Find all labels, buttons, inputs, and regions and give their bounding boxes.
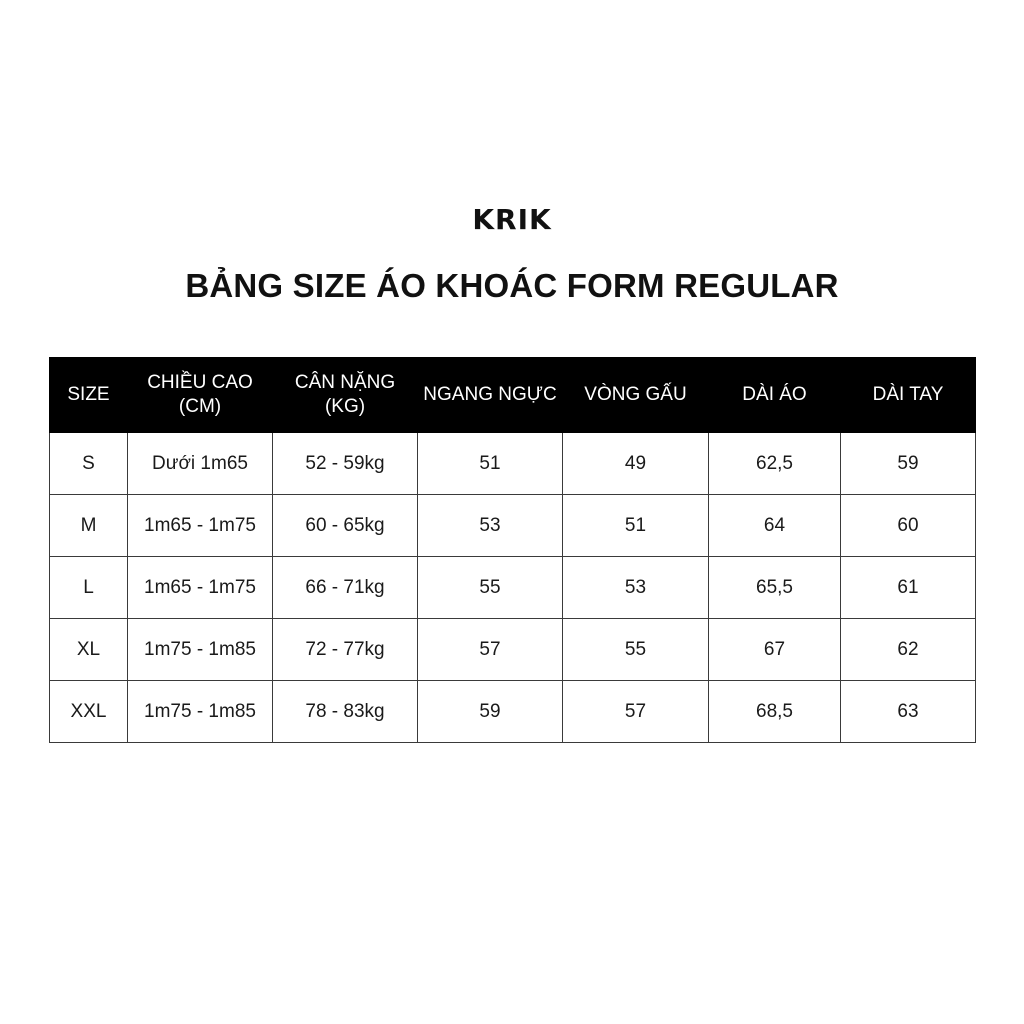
- header-label: DÀI ÁO: [742, 384, 807, 405]
- table-row: [50, 681, 976, 743]
- cell-weight: 78 - 83kg: [273, 681, 418, 743]
- cell-size: L: [50, 557, 128, 619]
- cell-size: XL: [50, 619, 128, 681]
- cell-hem: 57: [563, 681, 709, 743]
- header-unit: (KG): [324, 396, 366, 417]
- header-label: VÒNG GẤU: [584, 384, 687, 405]
- header-label: CÂN NẶNG: [294, 372, 396, 393]
- page-title: BẢNG SIZE ÁO KHOÁC FORM REGULAR: [185, 267, 839, 304]
- cell-sleeve: 63: [841, 681, 976, 743]
- header-label: SIZE: [67, 384, 110, 405]
- cell-weight: 60 - 65kg: [273, 495, 418, 557]
- header-sleeve: [841, 358, 976, 433]
- header-size: [50, 358, 128, 433]
- cell-length: 62,5: [709, 433, 841, 495]
- cell-size: M: [50, 495, 128, 557]
- cell-chest: 53: [418, 495, 563, 557]
- cell-height: 1m65 - 1m75: [128, 495, 273, 557]
- header-weight: [273, 358, 418, 433]
- cell-length: 64: [709, 495, 841, 557]
- cell-weight: 52 - 59kg: [273, 433, 418, 495]
- cell-length: 68,5: [709, 681, 841, 743]
- cell-length: 65,5: [709, 557, 841, 619]
- table-row: [50, 495, 976, 557]
- cell-chest: 51: [418, 433, 563, 495]
- cell-height: Dưới 1m65: [128, 433, 273, 495]
- cell-sleeve: 59: [841, 433, 976, 495]
- header-hem: [563, 358, 709, 433]
- header-length: [709, 358, 841, 433]
- cell-hem: 49: [563, 433, 709, 495]
- table-header-row: [50, 358, 976, 433]
- cell-sleeve: 60: [841, 495, 976, 557]
- brand-logo: KRIK: [472, 203, 552, 236]
- cell-weight: 72 - 77kg: [273, 619, 418, 681]
- cell-sleeve: 62: [841, 619, 976, 681]
- cell-weight: 66 - 71kg: [273, 557, 418, 619]
- header-unit: (CM): [178, 396, 222, 417]
- cell-chest: 55: [418, 557, 563, 619]
- cell-height: 1m75 - 1m85: [128, 619, 273, 681]
- table-row: [50, 433, 976, 495]
- cell-sleeve: 61: [841, 557, 976, 619]
- cell-size: XXL: [50, 681, 128, 743]
- header-chest: [418, 358, 563, 433]
- size-chart-table: [49, 357, 976, 743]
- cell-chest: 59: [418, 681, 563, 743]
- cell-hem: 55: [563, 619, 709, 681]
- cell-size: S: [50, 433, 128, 495]
- header-height: [128, 358, 273, 433]
- cell-hem: 51: [563, 495, 709, 557]
- cell-chest: 57: [418, 619, 563, 681]
- table-row: [50, 619, 976, 681]
- cell-hem: 53: [563, 557, 709, 619]
- header-label: NGANG NGỰC: [423, 384, 557, 405]
- header-label: CHIỀU CAO: [147, 372, 253, 393]
- cell-height: 1m75 - 1m85: [128, 681, 273, 743]
- table-row: [50, 557, 976, 619]
- cell-length: 67: [709, 619, 841, 681]
- cell-height: 1m65 - 1m75: [128, 557, 273, 619]
- header-label: DÀI TAY: [872, 384, 944, 405]
